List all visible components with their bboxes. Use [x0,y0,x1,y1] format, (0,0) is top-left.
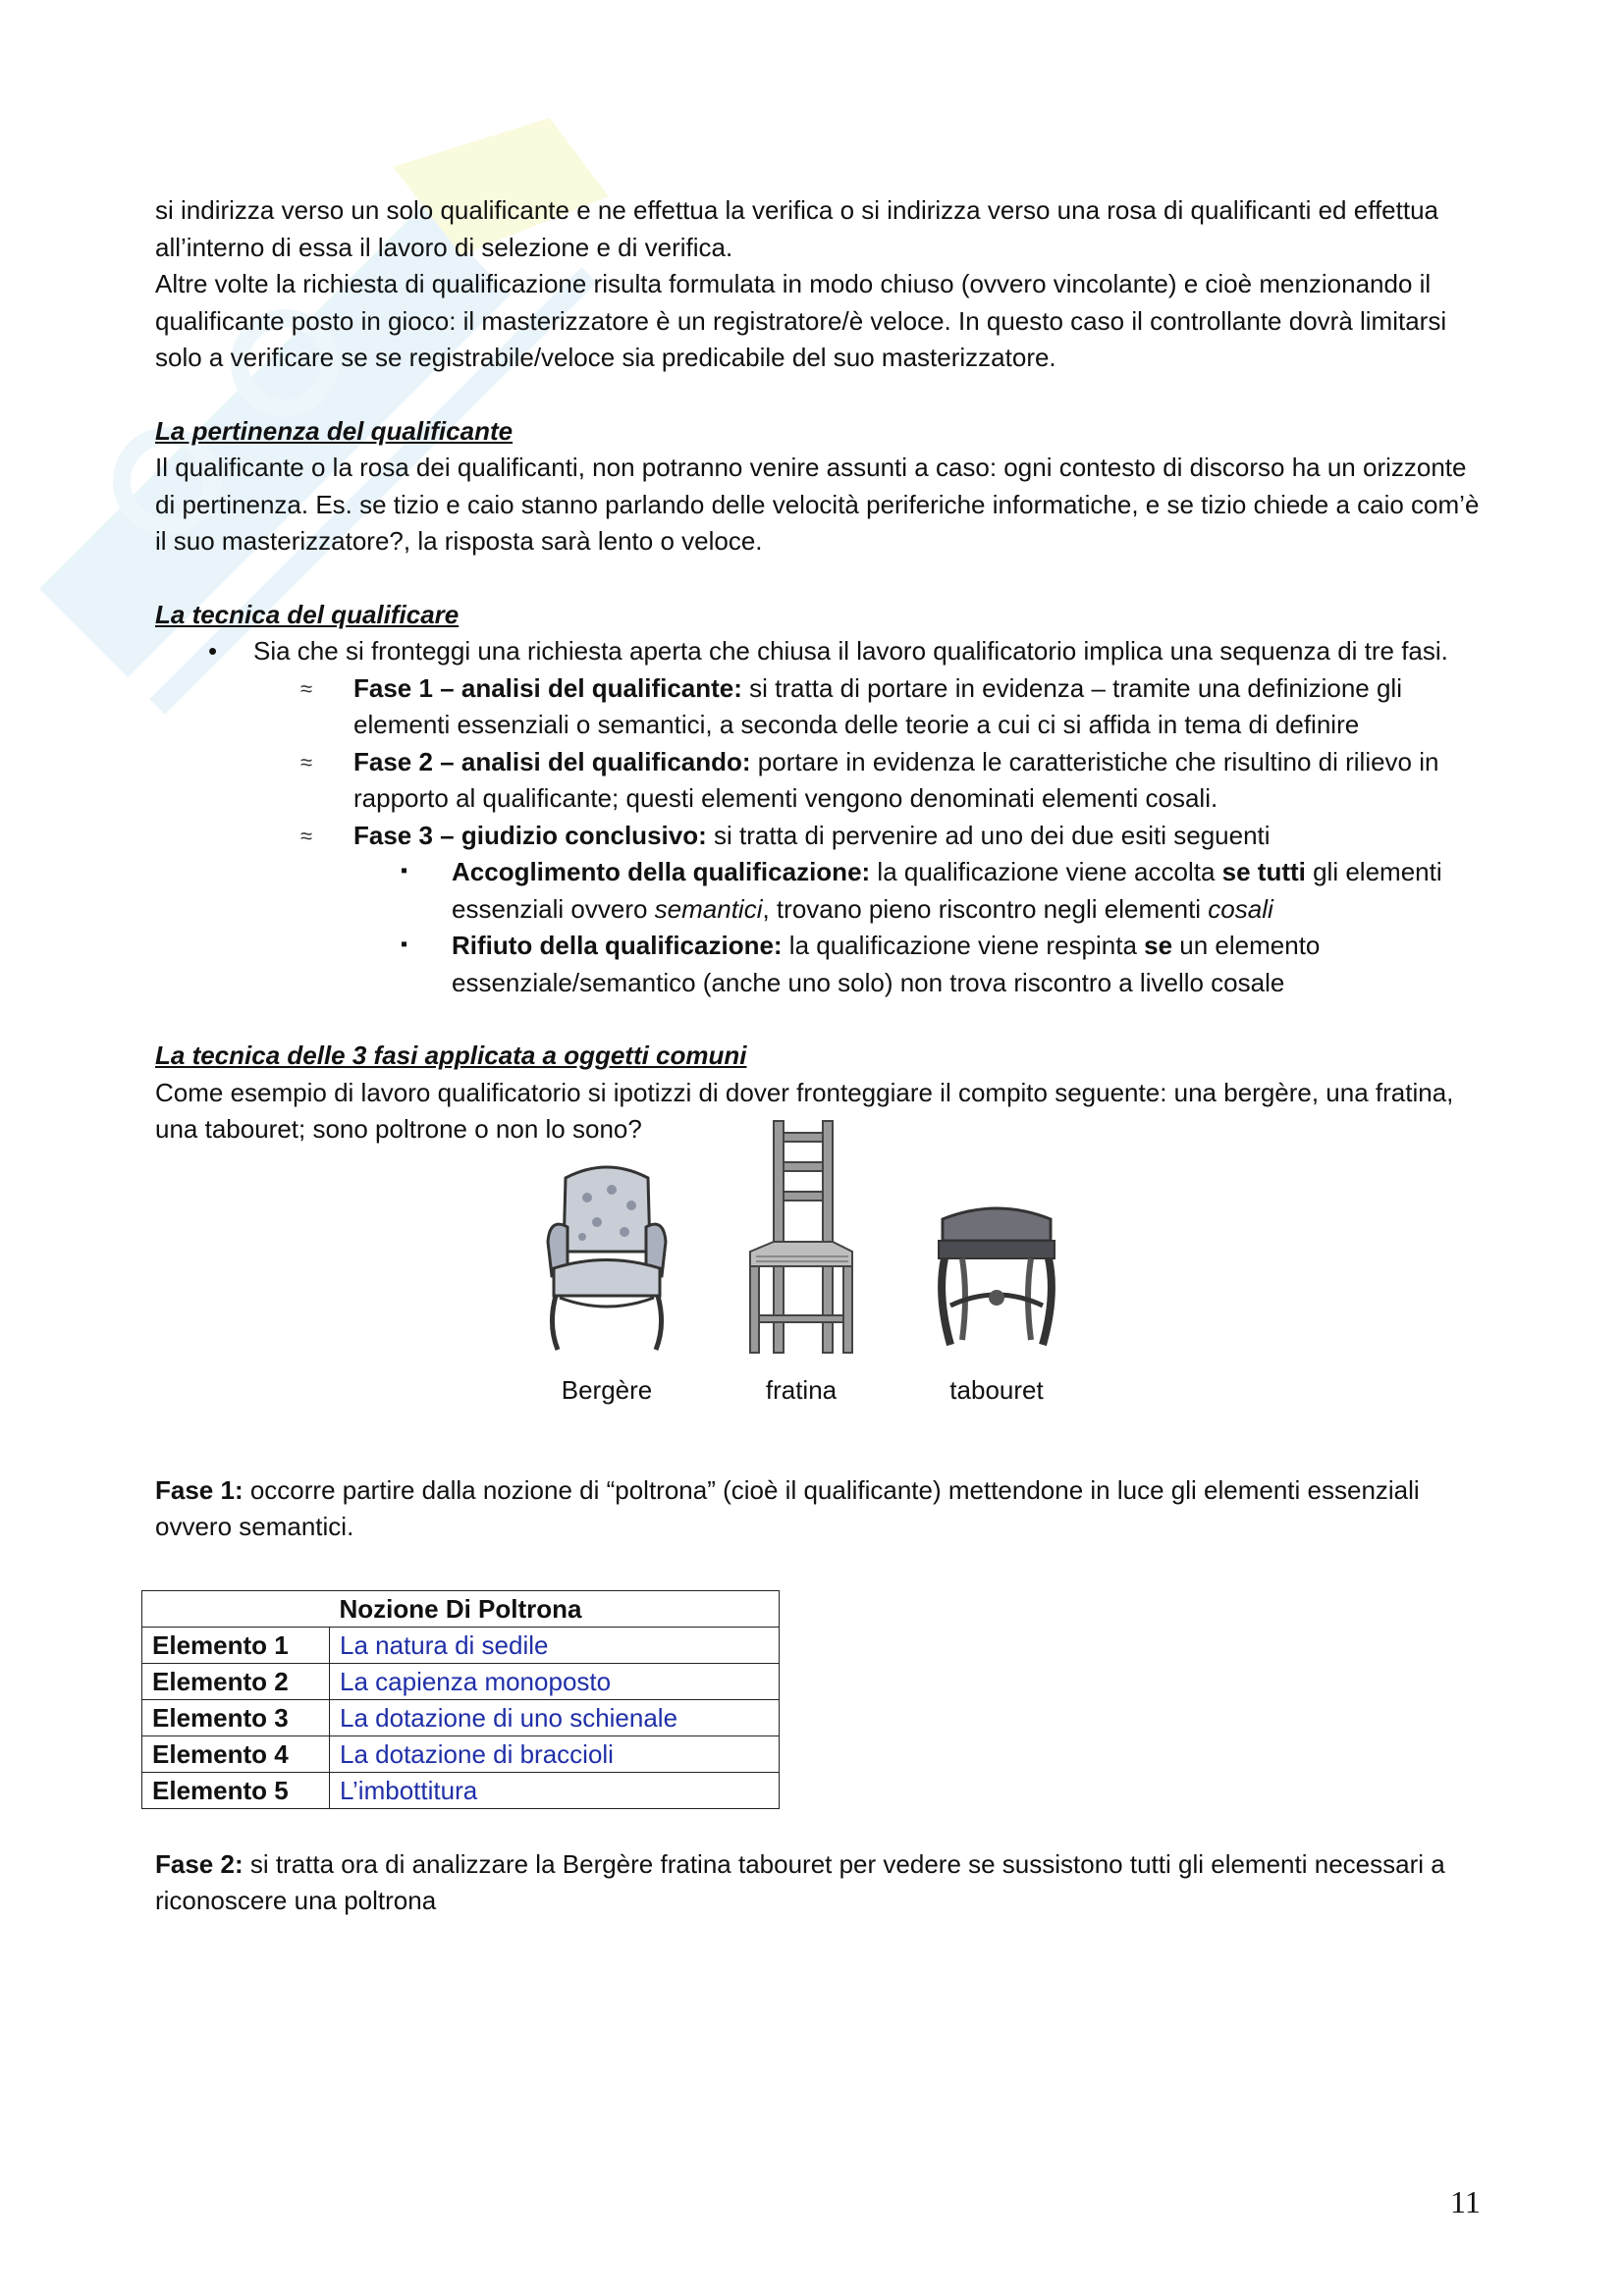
table-title: Nozione Di Poltrona [142,1590,780,1627]
fase-1-par-text: occorre partire dalla nozione di “poltrona” (cioè il qualificante) mettendone in luce gli elementi essenziali ovvero semantici. [155,1474,1420,1541]
table-cell-value: La dotazione di uno schienale [330,1699,780,1735]
table-cell-value: La capienza monoposto [330,1663,780,1699]
rifiuto-text: un elemento essenziale/semantico (anche uno solo) non trova riscontro a livello cosale [452,931,1321,997]
table-cell-value: La natura di sedile [330,1627,780,1663]
heading-oggetti: La tecnica delle 3 fasi applicata a oggetti comuni [155,1041,747,1070]
fase-2-item [155,744,1481,818]
figure-fratina [742,1158,860,1410]
fase-1-text: si tratta di portare in evidenza – tramite una definizione gli elementi essenziali o semantici, a seconda delle teorie a cui ci si affida in tema di definire [353,672,1402,739]
table-row [142,1663,780,1699]
bullet-text: Sia che si fronteggi una richiesta aperta che chiusa il lavoro qualificatorio implica una sequenza di tre fasi. [253,636,1448,666]
fase-2-par-text: si tratta ora di analizzare la Bergère fratina tabouret per vedere se sussistono tutti gli elementi necessari a riconoscere una poltrona [155,1848,1445,1915]
accoglimento-text: , trovano pieno riscontro negli elementi [762,893,1209,924]
caption-bergere: Bergère [561,1375,653,1405]
accoglimento-text: gli elementi essenziali ovvero [452,857,1442,924]
tabouret-stool-icon [923,1158,1070,1355]
page-number: 11 [1450,2184,1481,2219]
approx-bullet-icon: ≈ [300,749,313,774]
table-row [142,1735,780,1772]
intro-paragraph-2: Altre volte la richiesta di qualificazione risulta formulata in modo chiuso (ovvero vincolante) e cioè menzionando il qualificante posto in gioco: il masterizzatore è un registratore/è veloce. In questo caso il controllante dovrà limitarsi solo a verificare se se registrabile/veloce sia predicabile del suo masterizzatore. [155,269,1447,372]
rifiuto-bold: se [1144,931,1173,960]
figure-bergere [538,1158,676,1410]
table-cell-key: Elemento 3 [142,1699,330,1735]
accoglimento-italic: semantici [654,893,763,924]
table-cell-key: Elemento 2 [142,1663,330,1699]
rifiuto-item [155,928,1481,1001]
fase-1-label: Fase 1: [155,1474,243,1505]
oggetti-paragraph: Come esempio di lavoro qualificatorio si ipotizzi di dover fronteggiare il compito seguente: una bergère, una fratina, una tabouret; sono poltrone o non lo sono? [155,1077,1454,1144]
approx-bullet-icon: ≈ [300,675,313,701]
fase-2-paragraph [155,1846,1481,1920]
intro-paragraph-1: si indirizza verso un solo qualificante e ne effettua la verifica o si indirizza verso una rosa di qualificanti ed effettua all’interno di essa il lavoro di selezione e di verifica. [155,195,1438,262]
accoglimento-bold: se tutti [1221,857,1306,886]
table-cell-key: Elemento 1 [142,1627,330,1663]
bullet-dot-icon: • [208,636,218,666]
nozione-table [141,1590,780,1809]
square-bullet-icon: ▪ [401,934,408,955]
fase-3-item [155,818,1481,855]
fase-2-label: Fase 2: [155,1848,243,1879]
accoglimento-title: Accoglimento della qualificazione: [452,857,871,886]
table-row [142,1699,780,1735]
square-bullet-icon: ▪ [401,860,408,881]
page-content [152,192,1481,1920]
table-row [142,1627,780,1663]
caption-fratina: fratina [765,1375,838,1405]
furniture-figures [155,1158,1481,1443]
caption-tabouret: tabouret [949,1375,1044,1405]
table-cell-value: L’imbottitura [330,1772,780,1808]
pertinenza-paragraph: Il qualificante o la rosa dei qualificanti, non potranno venire assunti a caso: ogni contesto di discorso ha un orizzonte di pertinenza. Es. se tizio e caio stanno parlando delle velocità periferiche informatiche, e se tizio chiede a caio com’è il suo masterizzatore?, la risposta sarà lento o veloce. [155,453,1480,556]
rifiuto-text: la qualificazione viene respinta [782,931,1145,960]
table-header-row [142,1590,780,1627]
table-cell-key: Elemento 5 [142,1772,330,1808]
accoglimento-item [155,854,1481,928]
table-cell-value: La dotazione di braccioli [330,1735,780,1772]
figure-tabouret [923,1158,1070,1410]
heading-tecnica: La tecnica del qualificare [155,599,460,629]
bullet-item [155,633,1481,670]
approx-bullet-icon: ≈ [300,823,313,848]
heading-pertinenza: La pertinenza del qualificante [155,415,514,446]
fase-3-text: si tratta di pervenire ad uno dei due esiti seguenti [706,820,1271,850]
bergere-armchair-icon [538,1158,676,1355]
fase-1-title: Fase 1 – analisi del qualificante: [353,672,742,703]
table-row [142,1772,780,1808]
fase-2-title: Fase 2 – analisi del qualificando: [353,746,751,776]
table-cell-key: Elemento 4 [142,1735,330,1772]
fase-2-text: portare in evidenza le caratteristiche che risultino di rilievo in rapporto al qualificante; questi elementi vengono denominati elementi cosali. [353,746,1439,813]
rifiuto-title: Rifiuto della qualificazione: [452,931,783,960]
fase-1-item [155,670,1481,744]
accoglimento-text: la qualificazione viene accolta [870,857,1222,886]
fratina-chair-icon [742,1119,860,1355]
accoglimento-italic: cosali [1208,893,1273,924]
fase-1-paragraph [155,1472,1481,1546]
fase-3-title: Fase 3 – giudizio conclusivo: [353,820,707,850]
